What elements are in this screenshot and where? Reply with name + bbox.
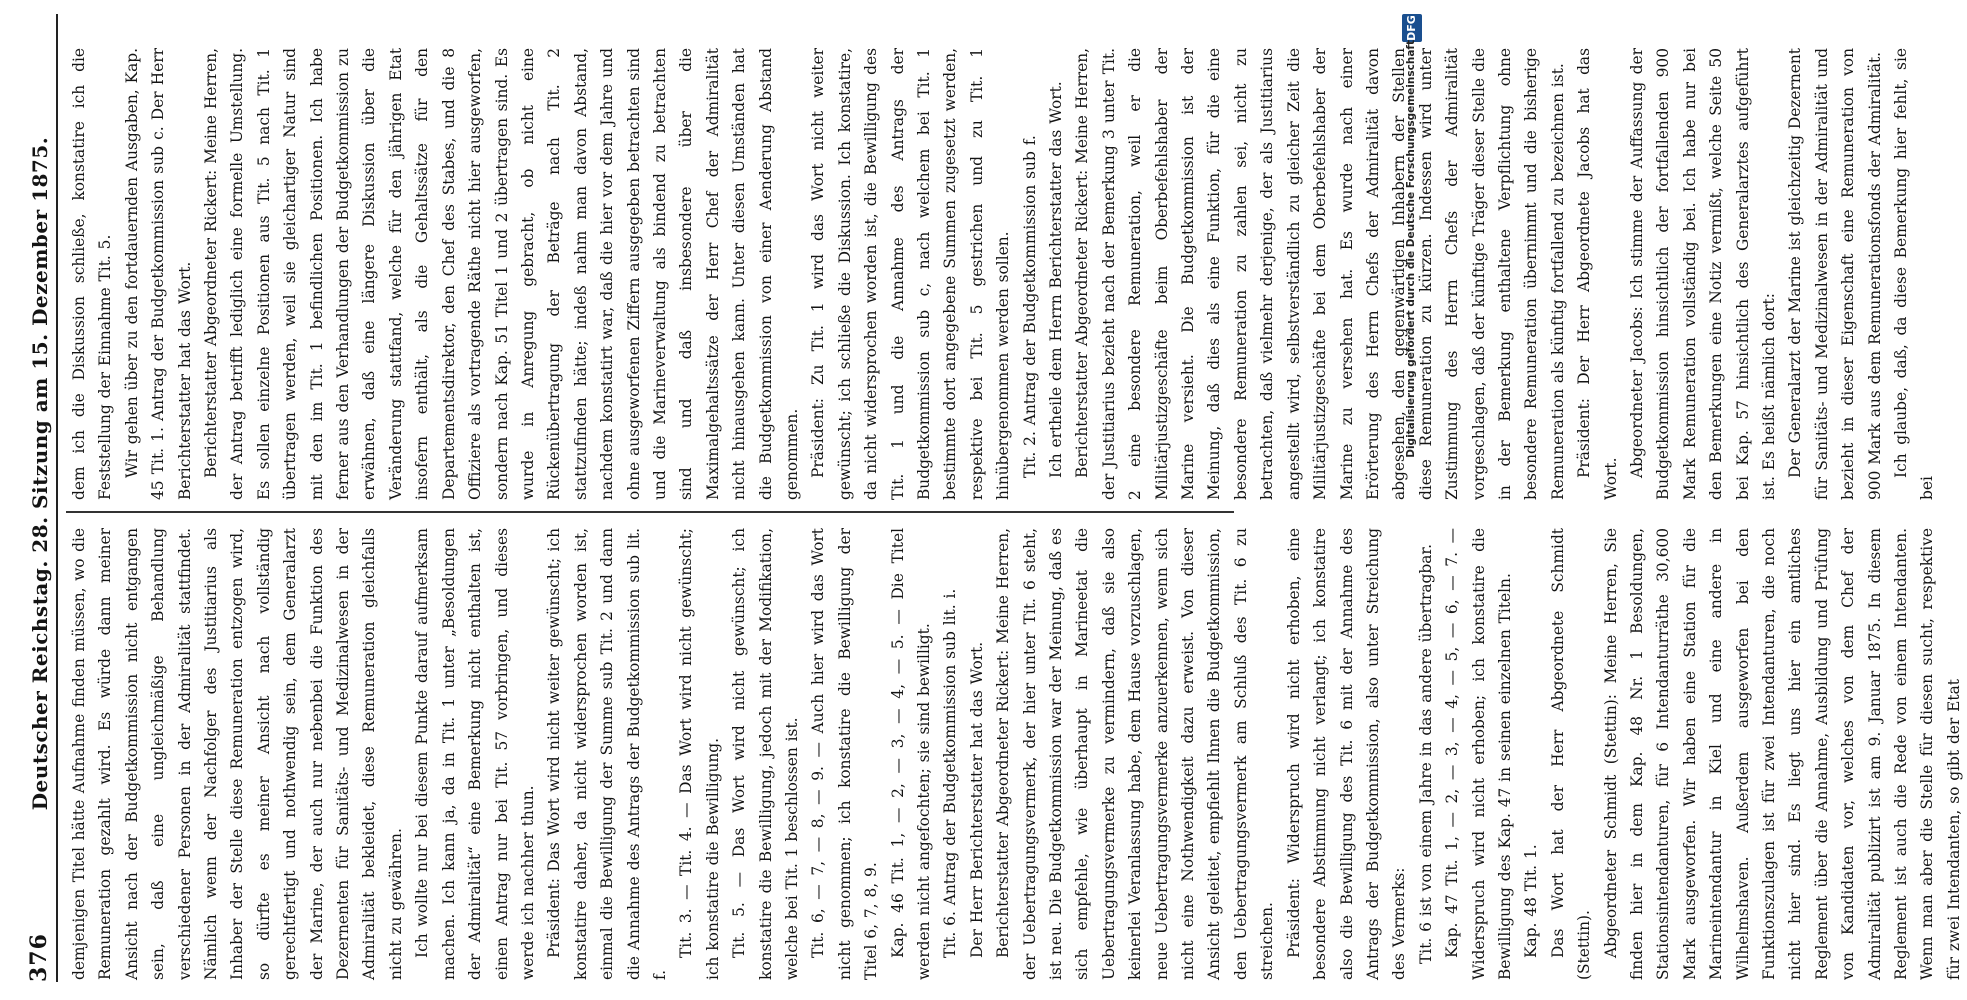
- paragraph: demjenigen Titel hätte Aufnahme finden müssen, wo die Remuneration gezahlt wird. Es würde dann meiner Ansicht nach der Budgetkommission nicht entgangen sein, daß eine ungleichmäßige Behandlung verschiedener Personen in der Admiralität stattfindet. Nämlich wenn der Nachfolger des Justitiarius als Inhaber der Stelle diese Remuneration entzogen wird, so dürfte es meiner Ansicht nach vollständig gerechtfertigt und nothwendig sein, dem Generalarzt der Marine, der auch nur nebenbei die Funktion des Dezernenten für Sanitäts- und Medizinalwesen in der Admiralität bekleidet, diese Remuneration gleichfalls nicht zu gewähren.: [70, 528, 405, 980]
- paragraph: Der Herr Berichterstatter hat das Wort.: [967, 641, 986, 958]
- paragraph: Das Wort hat der Herr Abgeordnete Schmidt (Stettin).: [1548, 528, 1594, 980]
- paragraph: Präsident: Widerspruch wird nicht erhoben, eine besondere Abstimmung nicht verlangt; ich konstatire also die Bewilligung des Tit. 6 mit der Annahme des Antrags der Budgetkommission, also unter Streichung des Vermerks:: [1284, 528, 1409, 980]
- column-divider: [66, 511, 1234, 513]
- paragraph: Kap. 48 Tit. 1.: [1522, 844, 1541, 958]
- page-header: [18, 14, 58, 982]
- paragraph: Wir gehen über zu den fortdauernden Ausgaben, Kap. 45 Tit. 1. Antrag der Budgetkommission sub c. Der Herr Berichterstatter hat das Wort.: [122, 48, 194, 500]
- paragraph: Berichterstatter Abgeordneter Rickert: Meine Herren, der Uebertragungsvermerk, der hier unter Tit. 6 steht, ist neu. Die Budgetkommission war der Meinung, daß es sich empfehle, wie überhaupt in Marineetat die Uebertragungsvermerke zu vermindern, daß sie also keinerlei Veranlassung habe, dem Hause vorzuschlagen, neue Uebertragungsvermerke anzuerkennen, wenn sich nicht eine Nothwendigkeit dazu erweist. Von dieser Ansicht geleitet, empfiehlt Ihnen die Budgetkommission, den Uebertragungsvermerk am Schluß des Tit. 6 zu streichen.: [994, 528, 1277, 980]
- paragraph: Tit. 6. Antrag der Budgetkommission sub lit. i.: [941, 588, 960, 958]
- dfg-logo-text: DFG: [1405, 15, 1418, 41]
- paragraph: Der Generalarzt der Marine ist gleichzeitig Dezernent für Sanitäts- und Medizinalwesen in der Admiralität und bezieht in dieser Eigenschaft eine Remuneration von 900 Mark aus dem Remunerationsfonds der Admiralität.: [1786, 48, 1884, 500]
- paragraph: Kap. 46 Tit. 1, — 2, — 3, — 4, — 5. — Die Titel werden nicht angefochten; sie sind bewilligt.: [888, 528, 933, 980]
- paragraph: Abgeordneter Schmidt (Stettin): Meine Herren, Sie finden hier in dem Kap. 48 Nr. 1 Besoldungen, Stationsintendanturen, für 6 Intendanturräthe 30,600 Mark ausgeworfen. Wir haben eine Station für die Marineintendantur in Kiel und eine andere in Wilhelmshaven. Außerdem ausgeworfen bei den Funktionszulagen ist für zwei Intendanturen, die noch nicht hier sind. Es liegt uns hier ein amtliches Reglement über die Annahme, Ausbildung und Prüfung von Kandidaten vor, welches von dem Chef der Admiralität publizirt ist am 9. Januar 1875. In diesem Reglement ist auch die Rede von einem Intendanten. Wenn man aber die Stelle für diesen sucht, respektive für zwei Intendanten, so gibt der Etat: [1601, 528, 1963, 980]
- paragraph: Präsident: Zu Tit. 1 wird das Wort nicht weiter gewünscht; ich schließe die Diskussion. Ich konstatire, da nicht widersprochen worden ist, die Bewilligung des Tit. 1 und die Annahme des Antrags der Budgetkommission sub c, nach welchem bei Tit. 1 bestimmte dort angegebene Summen zugesetzt werden, respektive bei Tit. 5 gestrichen und zu Tit. 1 hinübergenommen werden sollen.: [809, 48, 1013, 500]
- paragraph: Ich wollte nur bei diesem Punkte darauf aufmerksam machen. Ich kann ja, da in Tit. 1 unter „Besoldungen der Admiralität“ eine Bemerkung nicht enthalten ist, einen Antrag nur bei Tit. 57 vorbringen, und dieses werde ich nachher thun.: [413, 528, 537, 980]
- paragraph: Tit. 5. — Das Wort wird nicht gewünscht; ich konstatire die Bewilligung, jedoch mit der Modifikation, welche bei Tit. 1 beschlossen ist.: [730, 528, 801, 980]
- right-column: [66, 528, 1963, 980]
- paragraph: dem ich die Diskussion schließe, konstatire ich die Feststellung der Einnahme Tit. 5.: [70, 48, 115, 500]
- page-number: 376: [26, 933, 52, 982]
- digitization-note-text: Digitalisierung gefördert durch die Deutsche Forschungsgemeinschaft: [1405, 40, 1417, 458]
- paragraph: Präsident: Das Wort wird nicht weiter gewünscht; ich konstatire daher, da nicht widersprochen worden ist, einmal die Bewilligung der Summe sub Tit. 2 und dann die Annahme des Antrags der Budgetkommission sub lit. f.: [545, 528, 669, 980]
- paragraph: Kap. 47 Tit. 1, — 2, — 3, — 4, — 5, — 6, — 7. — Widerspruch wird nicht erhoben; ich konstatire die Bewilligung des Kap. 47 in seinen einzelnen Titeln.: [1443, 528, 1514, 980]
- paragraph: Tit. 3. — Tit. 4. — Das Wort wird nicht gewünscht; ich konstatire die Bewilligung.: [677, 528, 722, 980]
- quoted-note: Tit. 6 ist von einem Jahre in das andere übertragbar.: [1416, 544, 1435, 964]
- paragraph: Abgeordneter Jacobs: Ich stimme der Auffassung der Budgetkommission hinsichtlich der fortfallenden 900 Mark Remuneration vollständig bei. Ich habe nur bei den Bemerkungen eine Notiz vermißt, welche Seite 50 bei Kap. 57 hinsichtlich des Generalarztes aufgeführt ist. Es heißt nämlich dort:: [1627, 48, 1778, 500]
- paragraph: Präsident: Der Herr Abgeordnete Jacobs hat das Wort.: [1575, 48, 1620, 500]
- paragraph: Tit. 6, — 7, — 8, — 9. — Auch hier wird das Wort nicht genommen; ich konstatire die Bewilligung der Titel 6, 7, 8, 9.: [809, 528, 881, 980]
- paragraph: Berichterstatter Abgeordneter Rickert: Meine Herren, der Justitiarius bezieht nach der Bemerkung 3 unter Tit. 2 eine besondere Remuneration, weil er die Militärjustizgeschäfte beim Oberbefehlshaber der Marine versieht. Die Budgetkommission ist der Meinung, daß dies als eine Funktion, für die eine besondere Remuneration zu zahlen sei, nicht zu betrachten, daß vielmehr derjenige, der als Justitiarius angestellt wird, selbstverständlich zu gleicher Zeit die Militärjustizgeschäfte bei dem Oberbefehlshaber der Marine zu versehen hat. Es wurde nach einer Erörterung des Herrn Chefs der Admiralität davon abgesehen, den gegenwärtigen Inhabern der Stellen diese Remuneration zu kürzen. Indessen wird unter Zustimmung des Herrn Chefs der Admiralität vorgeschlagen, daß der künftige Träger dieser Stelle die in der Bemerkung enthaltene Verpflichtung ohne besondere Remuneration übernimmt und die bisherige Remuneration als künftig fortfallend zu bezeichnen ist.: [1073, 48, 1567, 500]
- paragraph: Ich glaube, daß, da diese Bemerkung hier fehlt, sie bei: [1892, 48, 1937, 500]
- page-title: Deutscher Reichstag. 28. Sitzung am 15. Dezember 1875.: [28, 136, 52, 811]
- paragraph: Ich ertheile dem Herrn Berichterstatter das Wort.: [1047, 81, 1066, 478]
- digitization-note: [1404, 40, 1418, 920]
- paragraph: Berichterstatter Abgeordneter Rickert: Meine Herren, der Antrag betrifft lediglich eine formelle Umstellung. Es sollen einzelne Positionen aus Tit. 5 nach Tit. 1 übertragen werden, weil sie gleichartiger Natur sind mit den im Tit. 1 befindlichen Positionen. Ich habe ferner aus den Verhandlungen der Budgetkommission zu erwähnen, daß eine längere Diskussion über die Veränderung stattfand, welche für den jährigen Etat insofern enthält, als die Gehaltssätze für den Departementsdirektor, den Chef des Stabes, und die 8 Offiziere als vortragende Räthe nicht hier ausgeworfen, sondern nach Kap. 51 Titel 1 und 2 übertragen sind. Es wurde in Anregung gebracht, ob nicht eine Rückenübertragung der Beträge nach Tit. 2 stattzufinden hätte; indeß nahm man davon Abstand, nachdem konstatirt war, daß die hier vor dem Jahre und ohne ausgeworfenen Ziffern ausgegeben betrachten sind und die Marineverwaltung als bindend zu betrachten sind und daß insbesondere über die Maximalgehaltssätze der Herr Chef der Admiralität nicht hinausgehen kann. Unter diesen Umständen hat die Budgetkommission von einer Aenderung Abstand genommen.: [202, 48, 801, 500]
- paragraph: Tit. 2. Antrag der Budgetkommission sub f.: [1020, 135, 1039, 478]
- dfg-logo: [1402, 14, 1422, 42]
